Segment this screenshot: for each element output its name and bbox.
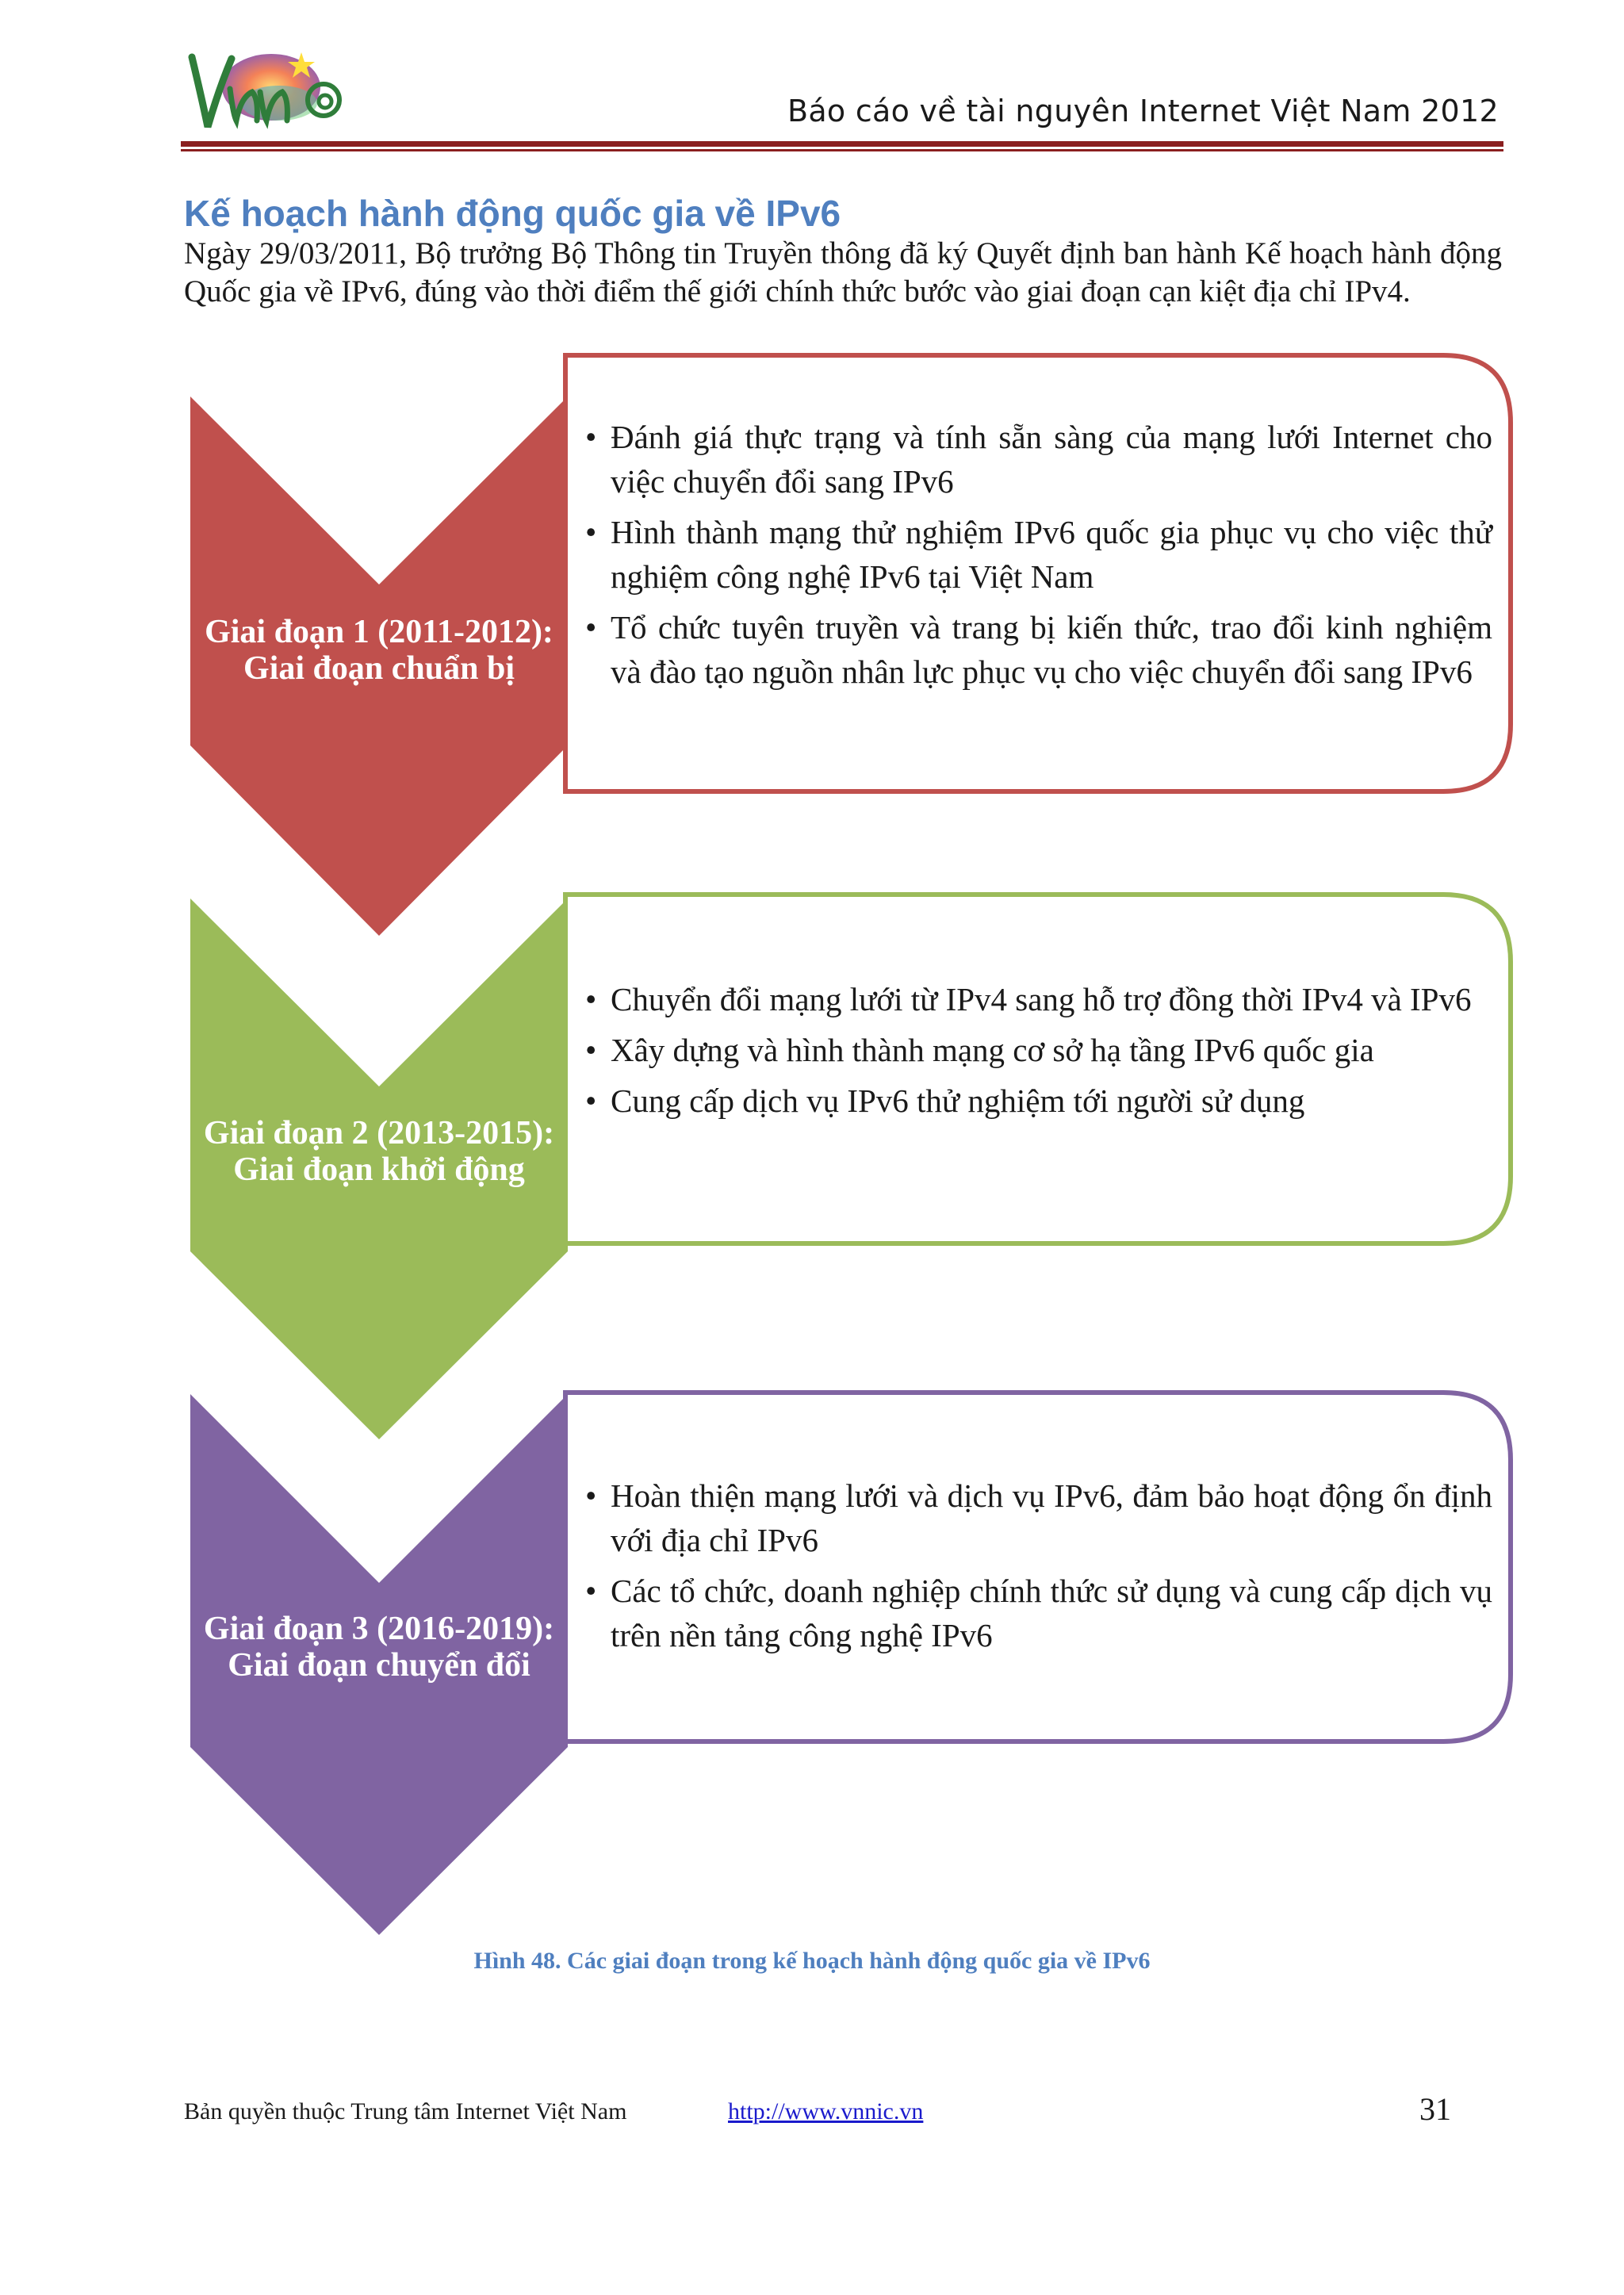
stage-1-bullets — [585, 415, 1492, 700]
bullet-item: • Hoàn thiện mạng lưới và dịch vụ IPv6, đảm bảo hoạt động ổn định với địa chỉ IPv6 — [585, 1473, 1492, 1562]
report-title: Báo cáo về tài nguyên Internet Việt Nam 2012 — [787, 94, 1499, 128]
stage-3-label: Giai đoạn 3 (2016-2019): Giai đoạn chuyển đổi — [203, 1611, 555, 1684]
bullet-item: • Cung cấp dịch vụ IPv6 thử nghiệm tới người sử dụng — [585, 1079, 1492, 1123]
bullet-item: • Tổ chức tuyên truyền và trang bị kiến thức, trao đổi kinh nghiệm và đào tạo nguồn nhân lực phục vụ cho việc chuyển đổi sang IPv6 — [585, 605, 1492, 694]
stage-2-bullets — [585, 977, 1492, 1129]
section-title: Kế hoạch hành động quốc gia về IPv6 — [184, 193, 841, 234]
page-number: 31 — [1419, 2091, 1451, 2127]
bullet-item: • Xây dựng và hình thành mạng cơ sở hạ tầng IPv6 quốc gia — [585, 1028, 1492, 1072]
bullet-item: • Chuyển đổi mạng lưới từ IPv4 sang hỗ trợ đồng thời IPv4 và IPv6 — [585, 977, 1492, 1021]
stage-1-label: Giai đoạn 1 (2011-2012): Giai đoạn chuẩn bị — [205, 614, 553, 687]
bullet-item: • Các tổ chức, doanh nghiệp chính thức sử dụng và cung cấp dịch vụ trên nền tảng công nghệ IPv6 — [585, 1569, 1492, 1657]
stage-3-bullets — [585, 1473, 1492, 1664]
header-rule — [181, 141, 1503, 152]
stage-2-label: Giai đoạn 2 (2013-2015): Giai đoạn khởi động — [203, 1115, 555, 1188]
bullet-item: • Đánh giá thực trạng và tính sẵn sàng của mạng lưới Internet cho việc chuyển đổi sang IPv6 — [585, 415, 1492, 504]
intro-paragraph: Ngày 29/03/2011, Bộ trưởng Bộ Thông tin Truyền thông đã ký Quyết định ban hành Kế hoạch hành động Quốc gia về IPv6, đúng vào thời điểm thế giới chính thức bước vào giai đoạn cạn kiệt địa chỉ IPv4. — [184, 236, 1502, 308]
figure-caption: Hình 48. Các giai đoạn trong kế hoạch hành động quốc gia về IPv6 — [473, 1948, 1151, 1974]
vnnic-logo — [184, 41, 343, 143]
footer-website-link[interactable]: http://www.vnnic.vn — [728, 2098, 924, 2125]
bullet-item: • Hình thành mạng thử nghiệm IPv6 quốc gia phục vụ cho việc thử nghiệm công nghệ IPv6 tại Việt Nam — [585, 510, 1492, 599]
footer-copyright: Bản quyền thuộc Trung tâm Internet Việt Nam — [184, 2098, 627, 2125]
